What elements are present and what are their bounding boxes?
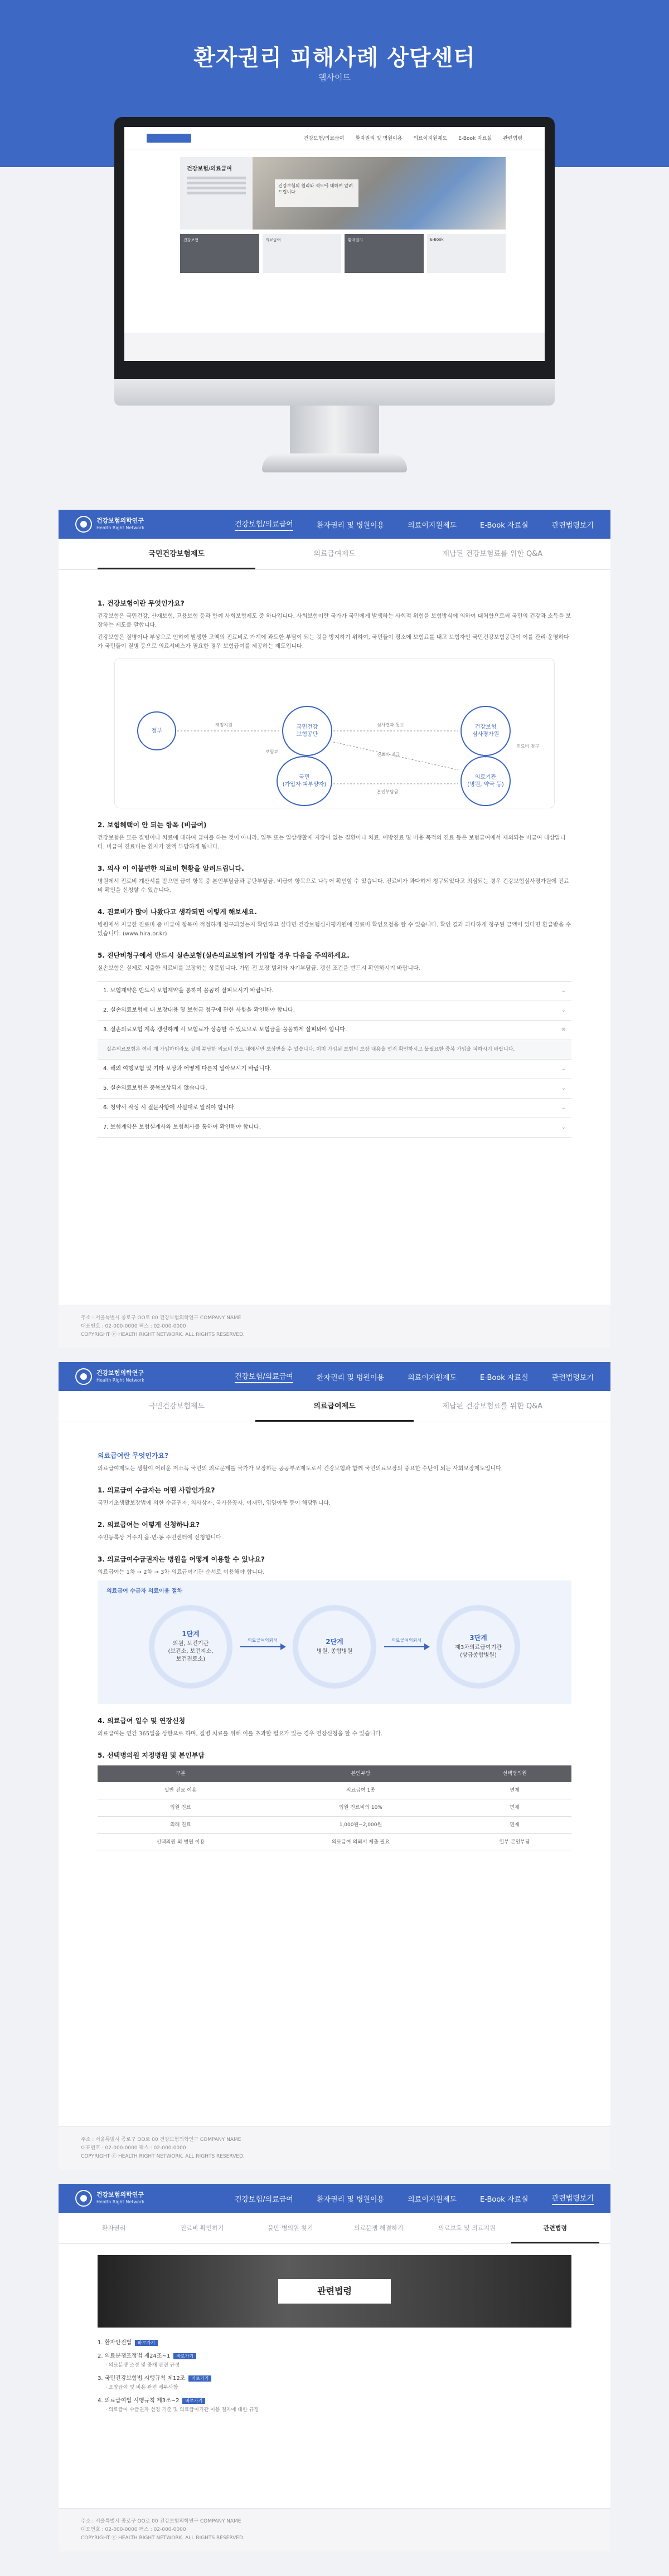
arrow-label: 의료급여의뢰서 [247, 1638, 278, 1643]
accordion-item[interactable] [98, 1001, 571, 1021]
accordion-label: 5. 실손의료보험은 중복보상되지 않습니다. [103, 1085, 207, 1091]
accordion-label: 4. 해외 여행보험 및 기타 보상과 어떻게 다른지 알아보시기 바랍니다. [103, 1066, 272, 1072]
panel-health-insurance [59, 510, 610, 1348]
flow-arrows [115, 658, 555, 809]
law-title: 1. 환자안전법 [98, 2340, 132, 2346]
table-row [98, 1817, 571, 1834]
table-cell: 선택의원 외 병원 이용 [98, 1834, 264, 1851]
accordion-item[interactable] [98, 1060, 571, 1079]
brand-name: 건강보험의학연구 [96, 1369, 144, 1377]
table-row [98, 1799, 571, 1817]
step-title: 1단계 [182, 1630, 200, 1638]
monitor-mockup [114, 117, 555, 379]
flow-label: 재정지원 [215, 723, 232, 728]
law-title: 3. 국민건강보험법 시행규칙 제12조 [98, 2375, 186, 2382]
footer-contact: 대표번호 : 02-000-0000 팩스 : 02-000-0000 [81, 2145, 186, 2151]
node-hira: 건강보험 심사평가원 [460, 706, 511, 756]
law-link-button[interactable]: 바로가기 [173, 2353, 196, 2359]
nav-item[interactable]: E-Book 자료실 [480, 2195, 529, 2204]
table-cell: 일부 본인부담 [458, 1834, 571, 1851]
tab-patient-rights[interactable]: 환자권리 [101, 2224, 126, 2232]
mock-strip-item: 의료급여 [263, 234, 342, 273]
procedure-steps [106, 1605, 563, 1689]
accordion-item[interactable] [98, 1099, 571, 1118]
table-cell: 입원 진료비의 10% [264, 1799, 458, 1817]
table-cell: 의료급여 의뢰서 제출 필요 [264, 1834, 458, 1851]
paragraph: 의료급여는 연간 365일을 상한으로 하며, 질병 치료를 위해 이를 초과할 필요가 있는 경우 연장신청을 할 수 있습니다. [98, 1731, 383, 1737]
step-desc: 제3차의료급여기관 (상급종합병원) [455, 1645, 502, 1658]
table-row [98, 1834, 571, 1851]
mock-nav [124, 127, 545, 149]
nav-item[interactable]: 의료이지원제도 [408, 2195, 457, 2204]
tab-qna[interactable]: 제납된 건강보험료를 위한 Q&A [442, 550, 543, 558]
tab-support[interactable]: 의료보호 및 의료지원 [438, 2224, 496, 2232]
tab-laws[interactable]: 관련법령 [511, 2213, 599, 2243]
flow-label: 진료비 청구 [516, 744, 540, 749]
accordion-item[interactable] [98, 982, 571, 1001]
section-heading: 4. 의료급여 일수 및 연장신청 [98, 1717, 186, 1725]
tab-qna[interactable]: 제납된 건강보험료를 위한 Q&A [442, 1402, 543, 1411]
accordion-item[interactable] [98, 1021, 571, 1040]
footer-address: 주소 : 서울특별시 종로구 OO로 00 건강보험의학연구 COMPANY NAME [81, 2137, 241, 2143]
law-item [98, 2339, 571, 2348]
law-list [98, 2339, 571, 2414]
tab-national-insurance[interactable]: 국민건강보험제도 [148, 1402, 205, 1411]
table-header: 구분 [98, 1765, 264, 1782]
mock-strip [180, 234, 506, 273]
footer-copyright: COPYRIGHT ⓒ HEALTH RIGHT NETWORK. ALL RIGHTS RESERVED. [81, 1332, 245, 1338]
table-cell: 입원 진료 [98, 1799, 264, 1817]
mock-card: 건강보험의 원리와 제도에 대하여 알려드립니다 [275, 179, 358, 207]
paragraph: 실손보험은 실제로 지출한 의료비를 보장하는 상품입니다. 가입 전 보장 범위와 자기부담금, 갱신 조건을 반드시 확인하시기 바랍니다. [98, 965, 420, 972]
brand-en: Health Right Network [96, 525, 144, 530]
chevron-down-icon: ⌄ [561, 1066, 566, 1072]
table-cell: 1,000원~2,000원 [264, 1817, 458, 1834]
section-heading: 3. 의사 이 이불편한 의료비 현황을 알려드립니다. [98, 865, 244, 872]
section-heading: 2. 보험혜택이 안 되는 항목 (비급여) [98, 821, 207, 829]
paragraph: 건강보험은 국민건강, 산재보험, 고용보험 등과 함께 사회보험제도 중 하나입니다. 사회보험이란 국가가 국민에게 발생하는 사회적 위험을 보험방식에 의하여 대처함으로써 국민의 건강과 소득을 보장하는 제도를 말합니다. [98, 613, 571, 628]
nav-item[interactable]: 의료이지원제도 [408, 521, 457, 530]
section-heading: 3. 의료급여수급권자는 병원을 어떻게 이용할 수 있나요? [98, 1555, 265, 1563]
node-citizen: 국민 (가입자·피부양자) [277, 756, 332, 806]
brand-name: 건강보험의학연구 [96, 2191, 144, 2198]
content [59, 1422, 610, 1851]
tab-medical-aid[interactable]: 의료급여제도 [255, 1391, 413, 1422]
footer-address: 주소 : 서울특별시 종로구 OO로 00 건강보험의학연구 COMPANY NAME [81, 2519, 241, 2524]
sub-tabs [59, 2213, 610, 2244]
content [59, 2255, 610, 2414]
banner-title: 관련법령 [278, 2279, 391, 2304]
step-3 [437, 1605, 520, 1689]
paragraph: 건강보험은 질병이나 부상으로 인하여 발생한 고액의 진료비로 가계에 과도한 부담이 되는 것을 방지하기 위하여, 국민들이 평소에 보험료를 내고 보험자인 국민건강보험공단이 이를 관리·운영하다가 국민들이 질병 등으로 의료서비스가 필요한 경우 보험급여를 제공하는 제도입니다. [98, 635, 569, 650]
section-heading: 1. 건강보험이란 무엇인가요? [98, 599, 185, 607]
monitor-base [262, 453, 407, 472]
copay-table [98, 1765, 571, 1851]
nav-item[interactable]: 환자권리 및 병원이용 [316, 1373, 385, 1382]
top-nav [59, 1362, 610, 1391]
mock-strip-item: 환자권리 [345, 234, 424, 273]
section-heading: 1. 의료급여 수급자는 어떤 사람인가요? [98, 1486, 215, 1494]
brand-logo[interactable] [75, 516, 144, 533]
table-cell: 면제 [458, 1799, 571, 1817]
section-heading: 5. 선택병의원 지정병원 및 본인부담 [98, 1752, 205, 1759]
paragraph: 병원에서 진료비 계산서를 받으면 급여 항목 중 본인부담금과 공단부담금, 비급여 항목으로 나누어 확인할 수 있습니다. 진료비가 과다하게 청구되었다고 의심되는 경우 건강보험심사평가원에 진료비 확인을 신청할 수 있습니다. [98, 879, 569, 894]
hero-section [0, 0, 669, 501]
tab-check-fees[interactable]: 진료비 확인하기 [180, 2224, 224, 2232]
arrow-right-icon [384, 1638, 429, 1647]
accordion-label: 2. 실손의료보험에 대 보장내용 및 보험금 청구에 관한 사항을 확인해야 합니다. [103, 1007, 295, 1013]
law-desc: · 요양급여 및 비용 관련 세부사항 [105, 2385, 178, 2390]
nav-item[interactable]: 환자권리 및 병원이용 [316, 2195, 385, 2204]
step-title: 3단계 [469, 1634, 487, 1642]
law-title: 2. 의료분쟁조정법 제24조~1 [98, 2353, 171, 2359]
mock-left-title: 건강보험/의료급여 [187, 166, 232, 172]
accordion-item[interactable] [98, 1079, 571, 1099]
sub-tabs [59, 539, 610, 570]
monitor-stand [290, 406, 379, 456]
footer-contact: 대표번호 : 02-000-0000 팩스 : 02-000-0000 [81, 2527, 186, 2533]
mock-main [180, 157, 506, 230]
paragraph: 의료급여제도는 생활이 어려운 저소득 국민의 의료문제를 국가가 보장하는 공공부조제도로서 건강보험과 함께 국민의료보장의 중요한 수단이 되는 사회보장제도입니다. [98, 1466, 503, 1472]
nav-item[interactable]: 의료이지원제도 [408, 1373, 457, 1382]
law-link-button[interactable]: 바로가기 [188, 2375, 211, 2382]
flow-label: 본인부담금 [377, 789, 399, 794]
table-cell: 면제 [458, 1817, 571, 1834]
footer-contact: 대표번호 : 02-000-0000 팩스 : 02-000-0000 [81, 1324, 186, 1329]
nav-item[interactable]: E-Book 자료실 [480, 1373, 529, 1382]
law-item [98, 2397, 571, 2414]
flow-label: 진료비 지급 [377, 752, 400, 757]
footer [59, 2508, 610, 2551]
tab-medical-aid[interactable]: 의료급여제도 [313, 550, 356, 558]
tab-national-insurance[interactable]: 국민건강보험제도 [98, 539, 255, 569]
step-2 [293, 1605, 376, 1689]
table-row [98, 1782, 571, 1799]
law-title: 4. 의료급여법 시행규칙 제3조~2 [98, 2398, 180, 2404]
brand-name: 건강보험의학연구 [96, 517, 144, 524]
node-government: 정부 [137, 711, 176, 750]
table-cell: 면제 [458, 1782, 571, 1799]
table-header: 선택병의원 [458, 1765, 571, 1782]
chevron-down-icon: ⌄ [561, 1124, 566, 1130]
procedure-title: 의료급여 수급자 의료이용 절차 [106, 1588, 183, 1594]
nav-item[interactable]: 관련법령보기 [552, 2192, 594, 2205]
tab-dispute[interactable]: 의료분쟁 해결하기 [353, 2224, 404, 2232]
node-nhis: 국민건강 보험공단 [282, 706, 332, 756]
nav-item[interactable]: 건강보험/의료급여 [235, 1370, 293, 1383]
top-nav [59, 510, 610, 539]
nav-item[interactable]: E-Book 자료실 [480, 521, 529, 530]
content [59, 570, 610, 1138]
mock-nav-item: 관련법령 [503, 136, 522, 142]
section-heading: 2. 의료급여는 어떻게 신청하나요? [98, 1521, 200, 1529]
panel-laws [59, 2184, 610, 2551]
nav-item[interactable]: 관련법령보기 [551, 521, 594, 530]
logo-icon [75, 516, 92, 533]
footer [59, 2126, 610, 2170]
tab-find-hospital[interactable]: 불만 병의원 찾기 [268, 2224, 313, 2232]
law-item [98, 2352, 571, 2370]
mock-nav-item: 의료이지원제도 [413, 136, 448, 142]
table-cell: 일반 진료 이용 [98, 1782, 264, 1799]
paragraph: 국민기초생활보장법에 의한 수급권자, 의사상자, 국가유공자, 이재민, 입양아동 등이 해당됩니다. [98, 1500, 331, 1506]
monitor-chin [114, 379, 555, 406]
brand-logo[interactable] [75, 1368, 144, 1385]
step-title: 2단계 [326, 1638, 343, 1646]
section-heading: 의료급여란 무엇인가요? [98, 1452, 169, 1460]
paragraph: 의료급여는 1차 → 2차 → 3차 의료급여기관 순서로 이용해야 합니다. [98, 1569, 265, 1575]
footer-copyright: COPYRIGHT ⓒ HEALTH RIGHT NETWORK. ALL RIGHTS RESERVED. [81, 2535, 245, 2541]
hero-title: 환자권리 피해사례 상담센터 [193, 45, 476, 71]
top-nav [59, 2184, 610, 2213]
step-1 [149, 1605, 232, 1689]
footer-address: 주소 : 서울특별시 종로구 OO로 00 건강보험의학연구 COMPANY NAME [81, 1315, 241, 1321]
nav-item[interactable]: 환자권리 및 병원이용 [316, 521, 385, 530]
law-item [98, 2374, 571, 2392]
hero-subtitle: 웹사이트 [318, 72, 351, 82]
mock-nav-item: E-Book 자료실 [458, 136, 492, 142]
paragraph: 병원에서 지급한 진료비 중 비급여 항목이 적정하게 청구되었는지 확인하고 싶다면 건강보험심사평가원에 진료비 확인요청을 할 수 있습니다. 확인 결과 과다하게 청구된 금액이 있다면 환급받을 수 있습니다. (www.hira.or.kr) [98, 922, 571, 937]
accordion-label: 6. 청약서 작성 시 질문사항에 사실대로 알려야 합니다. [103, 1105, 236, 1111]
mock-logo [147, 134, 191, 143]
nav-item[interactable]: 관련법령보기 [551, 1373, 594, 1382]
mock-footer [124, 333, 545, 361]
accordion-content: 실손의료보험은 여러 개 가입하더라도 실제 부담한 의료비 한도 내에서만 보상받을 수 있습니다. 이미 가입된 보험의 보장 내용을 먼저 확인하시고 불필요한 중복 가입을 피하시기 바랍니다. [98, 1040, 571, 1060]
accordion-label: 7. 보험계약은 보험설계사와 보험회사를 통하여 확인해야 합니다. [103, 1124, 261, 1130]
law-link-button[interactable]: 바로가기 [182, 2398, 205, 2404]
flow-label: 심사결과 통보 [377, 723, 404, 728]
nav-item[interactable]: 건강보험/의료급여 [235, 518, 293, 531]
mock-strip-item: 건강보험 [180, 234, 259, 273]
table-cell: 외래 진료 [98, 1817, 264, 1834]
mock-hero-image [253, 157, 506, 230]
accordion-label: 1. 보험계약은 반드시 보험계약을 통하여 꼼꼼히 살펴보시기 바랍니다. [103, 988, 274, 994]
node-hospital: 의료기관 (병원, 약국 등) [460, 756, 511, 806]
accordion-label: 3. 실손의료보험 계속 갱신하게 시 보험료가 상승할 수 있으므로 보험금을 꼼꼼하게 살펴봐야 합니다. [103, 1027, 347, 1033]
chevron-down-icon: ⌄ [561, 1105, 566, 1111]
nav-item[interactable]: 건강보험/의료급여 [234, 2195, 293, 2204]
logo-icon [75, 1368, 92, 1385]
table-cell: 의료급여 1종 [264, 1782, 458, 1799]
accordion-item[interactable] [98, 1118, 571, 1138]
brand-en: Health Right Network [96, 1378, 144, 1383]
monitor-screen [124, 127, 545, 361]
arrow-right-icon [240, 1638, 285, 1647]
law-desc: · 의료급여 수급권자 선정 기준 및 의료급여기관 이용 절차에 대한 규정 [105, 2407, 259, 2413]
paragraph: 건강보험은 모든 질병이나 치료에 대하여 급여를 하는 것이 아니라, 업무 또는 일상생활에 지장이 없는 질환이나 치료, 예방진료 및 미용 목적의 진료 등은 보험급여에서 제외되는 비급여 대상입니다. 비급여 진료비는 환자가 전액 부담하게 됩니다. [98, 835, 566, 850]
law-desc: · 의료분쟁 조정 및 중재 관련 규정 [105, 2363, 180, 2368]
chevron-down-icon: ⌄ [561, 1085, 566, 1091]
brand-logo[interactable] [75, 2190, 144, 2207]
panel-medical-aid [59, 1362, 610, 2170]
accordion [98, 981, 571, 1138]
insurance-flow-diagram [114, 658, 555, 808]
chevron-down-icon: ⌄ [561, 1007, 566, 1013]
procedure-box [98, 1580, 571, 1704]
step-desc: 병원, 종합병원 [316, 1648, 353, 1655]
table-header: 본인부담 [264, 1765, 458, 1782]
law-link-button[interactable]: 바로가기 [135, 2340, 158, 2346]
close-icon: ✕ [561, 1027, 566, 1033]
mock-left [180, 157, 253, 230]
footer [59, 1305, 610, 1348]
sub-tabs [59, 1391, 610, 1422]
mock-strip-item: E-Book [427, 234, 506, 273]
section-heading: 4. 진료비가 많이 나왔다고 생각되면 이렇게 해보세요. [98, 908, 257, 916]
footer-copyright: COPYRIGHT ⓒ HEALTH RIGHT NETWORK. ALL RIGHTS RESERVED. [81, 2154, 245, 2159]
mock-nav-item: 환자권리 및 병원이용 [355, 136, 403, 142]
paragraph: 주민등록상 거주지 읍·면·동 주민센터에 신청합니다. [98, 1535, 224, 1541]
laws-banner [98, 2255, 571, 2328]
chevron-down-icon: ⌄ [561, 988, 566, 994]
step-desc: 의원, 보건기관 (보건소, 보건지소, 보건진료소) [168, 1641, 214, 1662]
brand-en: Health Right Network [96, 2199, 144, 2204]
mock-nav-item: 건강보험/의료급여 [303, 136, 345, 142]
flow-label: 보험료 [265, 749, 279, 754]
arrow-label: 의료급여의뢰서 [391, 1638, 422, 1643]
logo-icon [75, 2190, 92, 2207]
section-heading: 5. 진단비청구에서 반드시 실손보험(실손의료보험)에 가입할 경우 다음을 주의하세요. [98, 952, 350, 959]
